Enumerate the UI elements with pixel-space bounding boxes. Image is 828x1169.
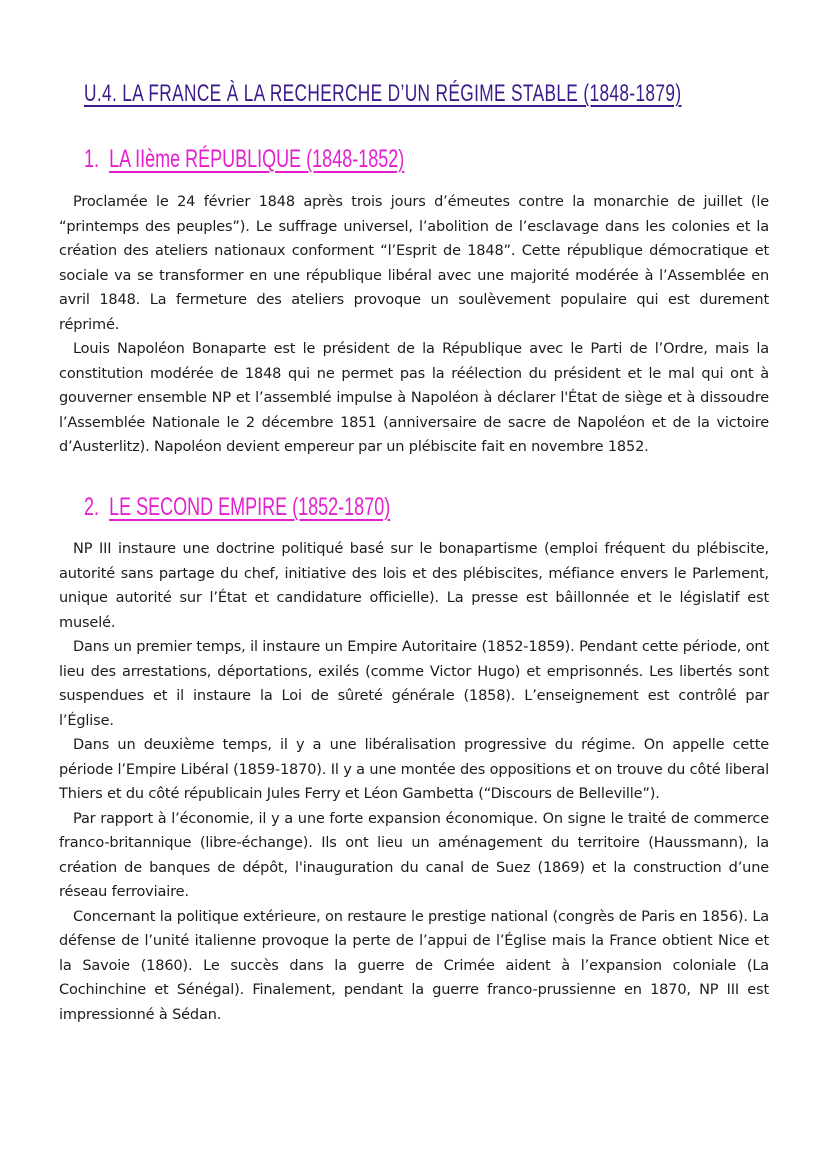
paragraph: NP III instaure une doctrine politiqué basé sur le bonapartisme (emploi fréquent du plébiscite, autorité sans partage du chef, initiative des lois et des plébiscites, méfiance envers le Parlement, unique autorité sur l’État et candidature officielle). La presse est bâillonnée et le législatif est muselé.	[59, 541, 769, 631]
paragraph: Dans un deuxième temps, il y a une libéralisation progressive du régime. On appelle cette période l’Empire Libéral (1859-1870). Il y a une montée des oppositions et on trouve du côté liberal Thiers et du côté républicain Jules Ferry et Léon Gambetta (“Discours de Belleville”).	[59, 737, 769, 802]
section-heading-republique	[84, 145, 404, 174]
section-body-second-empire	[59, 537, 769, 1027]
section-number: 1.	[84, 145, 100, 173]
paragraph: Concernant la politique extérieure, on restaure le prestige national (congrès de Paris en 1856). La défense de l’unité italienne provoque la perte de l’appui de l’Église mais la France obtient Nice et la Savoie (1860). Le succès dans la guerre de Crimée aident à l’expansion coloniale (La Cochinchine et Sénégal). Finalement, pendant la guerre franco-prussienne en 1870, NP III est impressionné à Sédan.	[59, 908, 769, 1023]
section-title: LE SECOND EMPIRE (1852-1870)	[109, 493, 391, 521]
paragraph: Dans un premier temps, il instaure un Empire Autoritaire (1852-1859). Pendant cette période, ont lieu des arrestations, déportations, exilés (comme Victor Hugo) et emprisonnés. Les libertés sont suspendues et il instaure la Loi de sûreté générale (1858). L’enseignement est contrôlé par l’Église.	[59, 639, 769, 729]
paragraph: Par rapport à l’économie, il y a une forte expansion économique. On signe le traité de commerce franco-britannique (libre-échange). Ils ont lieu un aménagement du territoire (Haussmann), la création de banques de dépôt, l'inauguration du canal de Suez (1869) et la construction d’une réseau ferroviaire.	[59, 810, 769, 900]
section-title: LA IIème RÉPUBLIQUE (1848-1852)	[109, 145, 405, 173]
paragraph: Proclamée le 24 février 1848 après trois jours d’émeutes contre la monarchie de juillet (le “printemps des peuples”). Le suffrage universel, l’abolition de l’esclavage dans les colonies et la création des ateliers nationaux conforment “l’Esprit de 1848”. Cette république démocratique et sociale va se transformer en une république libéral avec une majorité modérée à l’Assemblée en avril 1848. La fermeture des ateliers provoque un soulèvement populaire qui est durement réprimé.	[59, 194, 769, 333]
section-body-republique	[59, 190, 769, 460]
section-number: 2.	[84, 493, 100, 521]
paragraph: Louis Napoléon Bonaparte est le président de la République avec le Parti de l’Ordre, mais la constitution modérée de 1848 qui ne permet pas la réélection du président et le mal qui ont à gouverner ensemble NP et l’assemblé impulse à Napoléon à déclarer l'État de siège et à dissoudre l’Assemblée Nationale le 2 décembre 1851 (anniversaire de sacre de Napoléon et de la victoire d’Austerlitz). Napoléon devient empereur par un plébiscite fait en novembre 1852.	[59, 341, 769, 455]
document-title: U.4. LA FRANCE À LA RECHERCHE D’UN RÉGIME STABLE (1848-1879)	[84, 80, 682, 107]
section-heading-second-empire	[84, 493, 390, 522]
